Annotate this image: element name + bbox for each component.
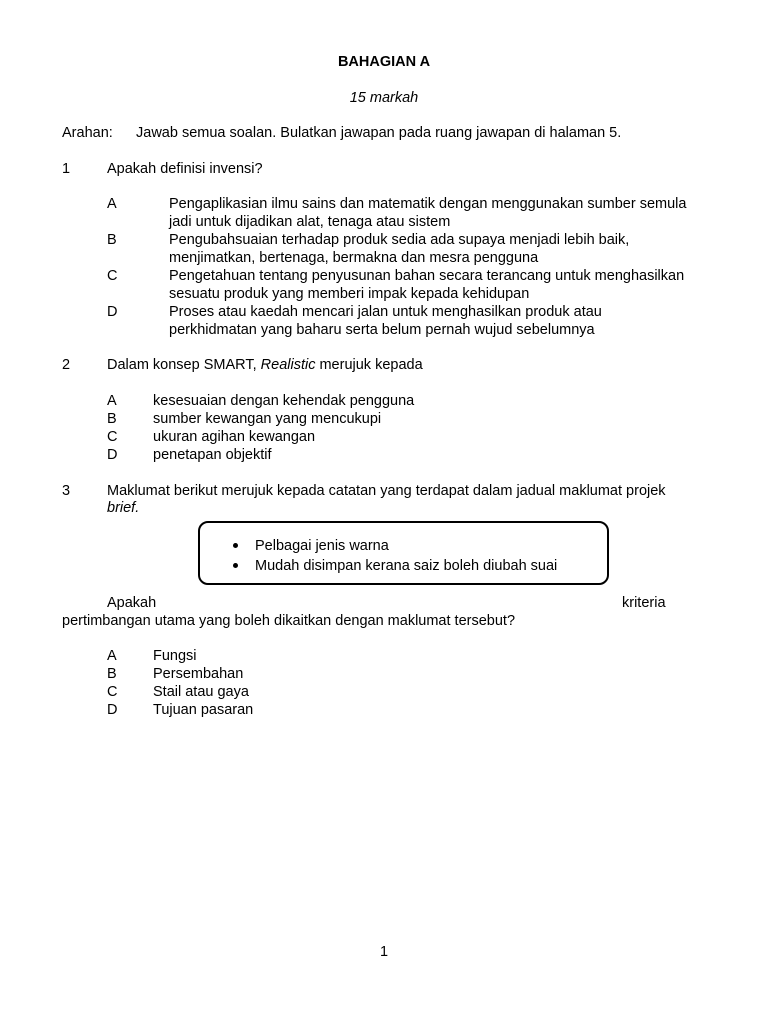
question-stem: Maklumat berikut merujuk kepada catatan yang terdapat dalam jadual maklumat projek xyxy=(107,483,666,499)
option-text-line: Pengetahuan tentang penyusunan bahan secara terancang untuk menghasilkan xyxy=(169,268,685,284)
bullet-icon xyxy=(233,543,238,548)
section-title: BAHAGIAN A xyxy=(337,54,431,70)
option-letter: B xyxy=(107,411,117,427)
option-letter: A xyxy=(107,648,117,664)
option-text-line: Pengaplikasian ilmu sains dan matematik dengan menggunakan sumber semula xyxy=(169,196,687,212)
stem-text: Dalam konsep SMART, xyxy=(107,357,261,373)
option-text: sumber kewangan yang mencukupi xyxy=(153,411,382,427)
option-text: Persembahan xyxy=(153,666,244,682)
option-text: Tujuan pasaran xyxy=(153,702,254,718)
option-letter: D xyxy=(107,702,118,718)
question-text: pertimbangan utama yang boleh dikaitkan dengan maklumat tersebut? xyxy=(62,613,516,629)
question-stem-italic: brief. xyxy=(107,500,140,516)
option-text-line: sesuatu produk yang memberi impak kepada kehidupan xyxy=(169,286,530,302)
option-text-line: Proses atau kaedah mencari jalan untuk menghasilkan produk atau xyxy=(169,304,602,320)
option-text-line: jadi untuk dijadikan alat, tenaga atau sistem xyxy=(169,214,451,230)
question-number: 1 xyxy=(62,161,71,177)
option-text: Fungsi xyxy=(153,648,197,664)
option-letter: A xyxy=(107,196,117,212)
question-text: Apakah xyxy=(107,595,157,611)
option-text: Stail atau gaya xyxy=(153,684,249,700)
question-text: kriteria xyxy=(622,595,666,611)
question-number: 2 xyxy=(62,357,71,373)
instructions-text: Jawab semua soalan. Bulatkan jawapan pada ruang jawapan di halaman 5. xyxy=(136,125,622,141)
stem-italic-term: Realistic xyxy=(260,357,316,373)
option-text: ukuran agihan kewangan xyxy=(153,429,316,445)
option-letter: D xyxy=(107,447,118,463)
option-letter: A xyxy=(107,393,117,409)
option-letter: C xyxy=(107,268,118,284)
option-text: penetapan objektif xyxy=(153,447,272,463)
option-text-line: menjimatkan, bertenaga, bermakna dan mesra pengguna xyxy=(169,250,539,266)
option-letter: B xyxy=(107,232,117,248)
instructions-label: Arahan: xyxy=(62,125,113,141)
stem-text: merujuk kepada xyxy=(315,357,423,373)
option-letter: B xyxy=(107,666,117,682)
page-number: 1 xyxy=(379,944,389,960)
option-text-line: perkhidmatan yang baharu serta belum pernah wujud sebelumnya xyxy=(169,322,595,338)
option-letter: D xyxy=(107,304,118,320)
bullet-icon xyxy=(233,563,238,568)
question-stem: Apakah definisi invensi? xyxy=(107,161,263,177)
info-box-item: Pelbagai jenis warna xyxy=(255,538,389,554)
option-text-line: Pengubahsuaian terhadap produk sedia ada supaya menjadi lebih baik, xyxy=(169,232,630,248)
option-text: kesesuaian dengan kehendak pengguna xyxy=(153,393,415,409)
marks-label: 15 markah xyxy=(349,90,419,106)
option-letter: C xyxy=(107,684,118,700)
option-letter: C xyxy=(107,429,118,445)
question-stem xyxy=(107,356,423,374)
info-box-item: Mudah disimpan kerana saiz boleh diubah suai xyxy=(255,558,558,574)
question-number: 3 xyxy=(62,483,71,499)
